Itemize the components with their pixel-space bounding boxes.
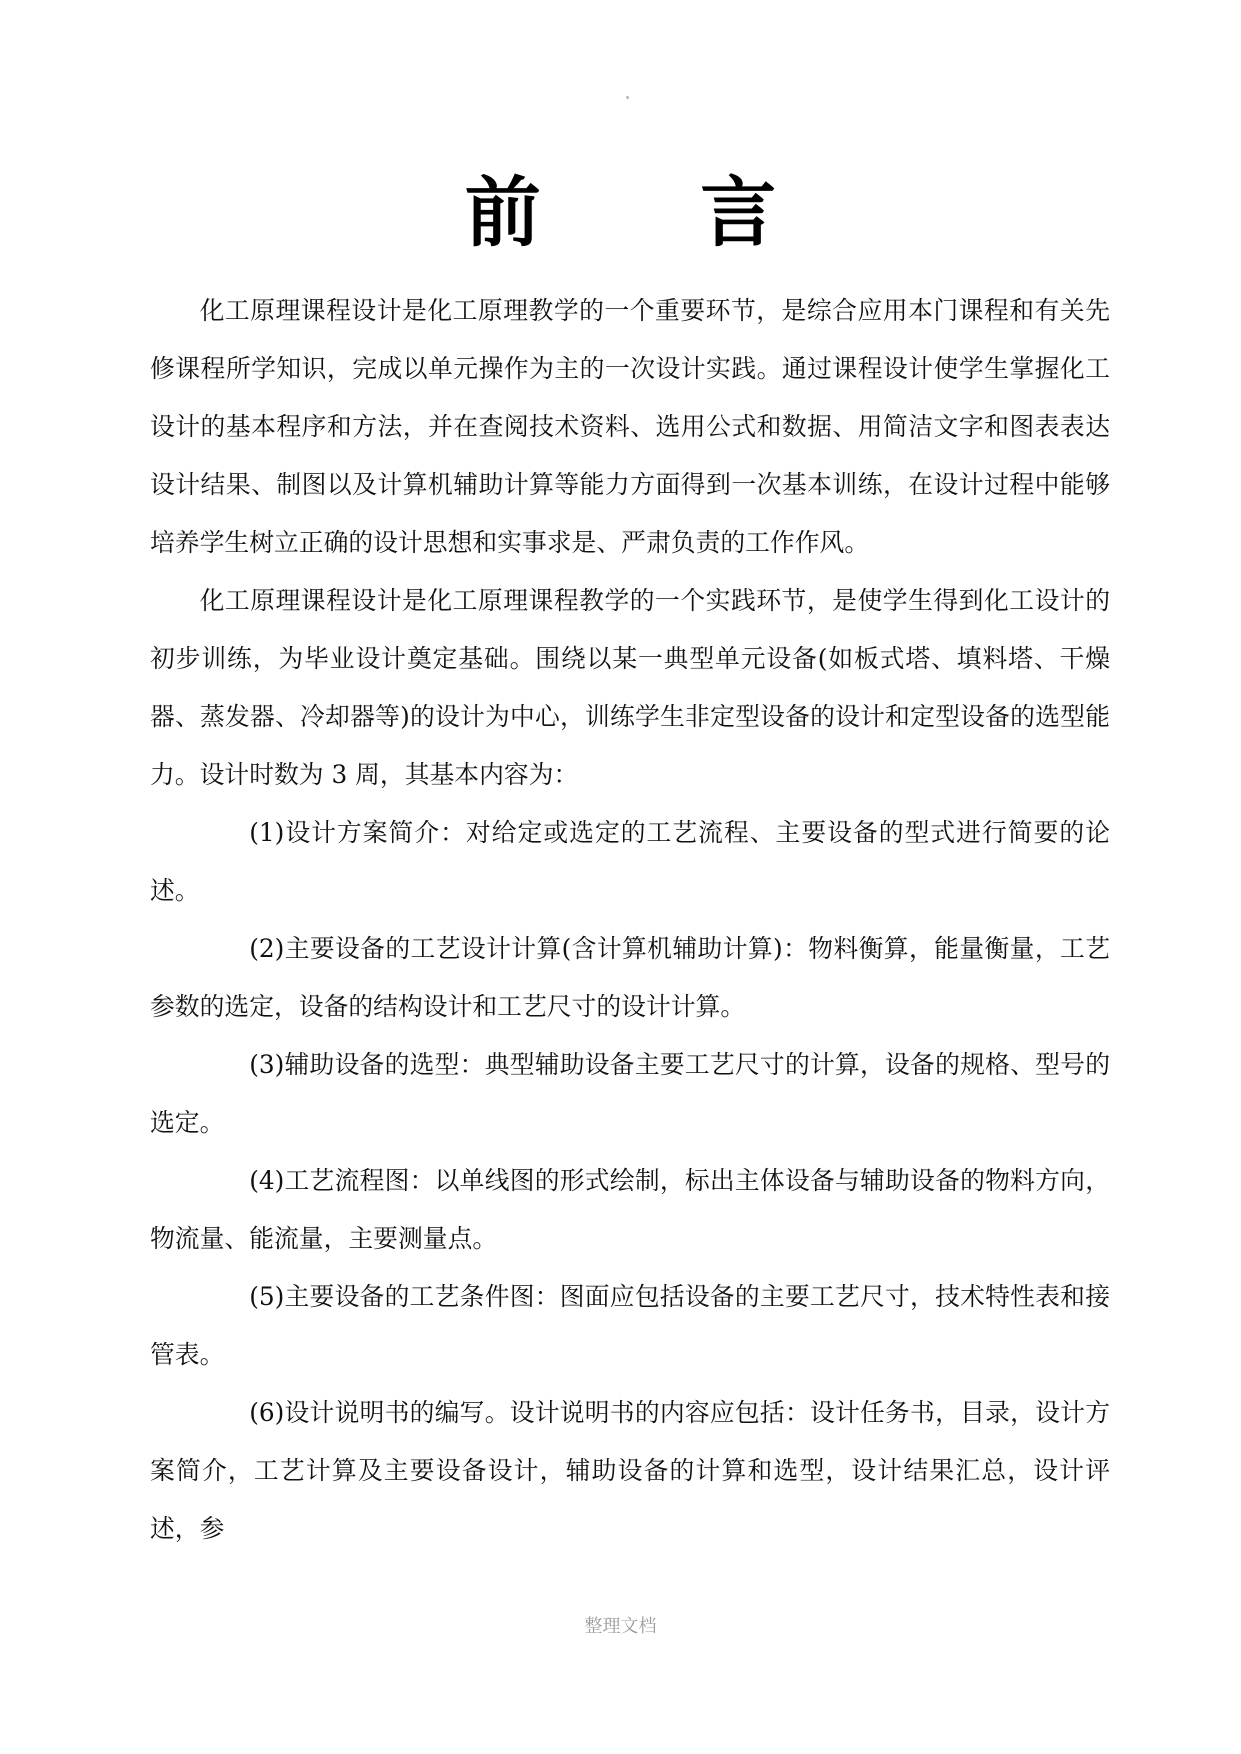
content-item-2: (2)主要设备的工艺设计计算(含计算机辅助计算)：物料衡算，能量衡量，工艺参数的选定，设备的结构设计和工艺尺寸的设计计算。	[150, 934, 1110, 1021]
content-item-3: (3)辅助设备的选型：典型辅助设备主要工艺尺寸的计算，设备的规格、型号的选定。	[150, 1050, 1110, 1137]
paragraph-intro: 化工原理课程设计是化工原理教学的一个重要环节，是综合应用本门课程和有关先修课程所学知识，完成以单元操作为主的一次设计实践。通过课程设计使学生掌握化工设计的基本程序和方法，并在查阅技术资料、选用公式和数据、用简洁文字和图表表达设计结果、制图以及计算机辅助计算等能力方面得到一次基本训练，在设计过程中能够培养学生树立正确的设计思想和实事求是、严肃负责的工作作风。	[150, 296, 1110, 557]
document-body	[150, 282, 1110, 1558]
page-title: 前 言	[464, 168, 819, 257]
content-item-1: (1)设计方案简介：对给定或选定的工艺流程、主要设备的型式进行简要的论述。	[150, 818, 1110, 905]
page-footer: 整理文档	[584, 1616, 657, 1637]
content-item-5: (5)主要设备的工艺条件图：图面应包括设备的主要工艺尺寸，技术特性表和接管表。	[150, 1282, 1110, 1369]
header-dot	[626, 96, 629, 99]
content-item-6: (6)设计说明书的编写。设计说明书的内容应包括：设计任务书，目录，设计方案简介，工艺计算及主要设备设计，辅助设备的计算和选型，设计结果汇总，设计评述，参	[150, 1398, 1110, 1543]
paragraph-course-design: 化工原理课程设计是化工原理课程教学的一个实践环节，是使学生得到化工设计的初步训练，为毕业设计奠定基础。围绕以某一典型单元设备(如板式塔、填料塔、干燥器、蒸发器、冷却器等)的设计为中心，训练学生非定型设备的设计和定型设备的选型能力。设计时数为 3 周，其基本内容为：	[150, 586, 1110, 789]
content-item-4: (4)工艺流程图：以单线图的形式绘制，标出主体设备与辅助设备的物料方向，物流量、能流量，主要测量点。	[150, 1166, 1110, 1253]
